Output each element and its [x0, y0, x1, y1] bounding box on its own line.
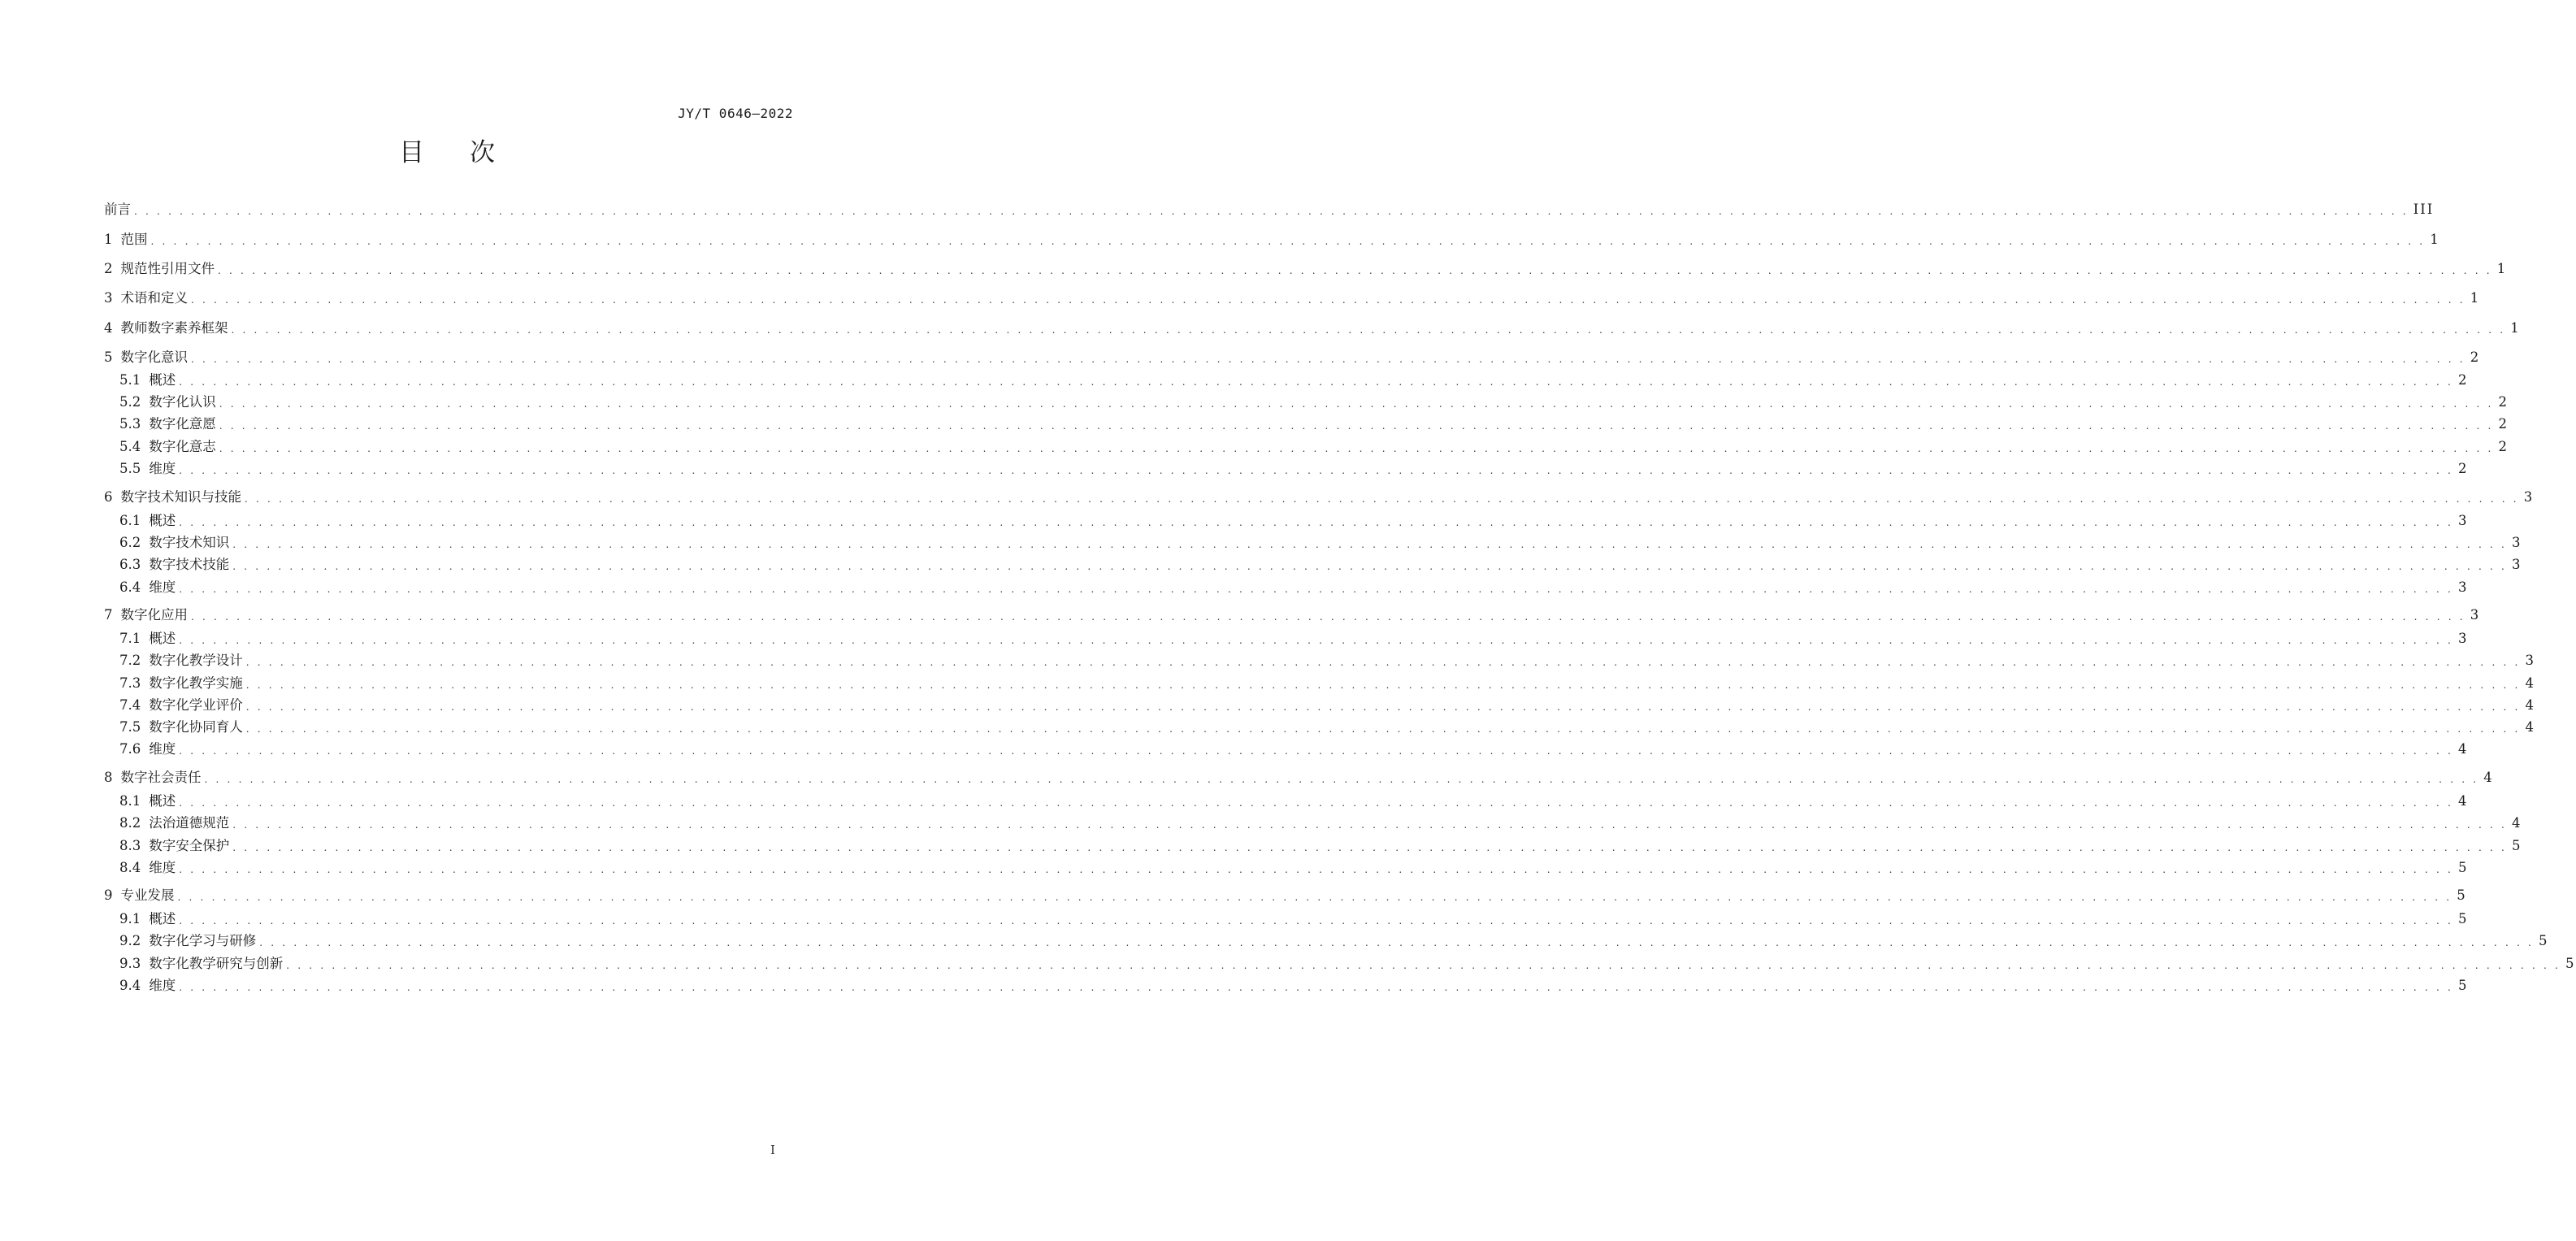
toc-entry-page: 3 [2523, 489, 2535, 505]
toc-subentry[interactable] [119, 534, 2522, 552]
toc-dot-leader: . . . . . . . . . . . . . . . . . . . . . . . . . . . . . . . . . . . . . . . . . . . . . . . . . . . . . . . . . . . . . . . . . . . . . . . . . . . . . . . . . . . . . . . . . . . . . . . . . . . . . . . . . . . . . . . . . . . . . . . . . . . . . . . . . . . . . . . . . . . . . . . . . . . . . . . . . . . . . . . . . . . . . . . . . . . . . . . . . . . . . . . . . . . . . . . . . . . . . . . . [219, 443, 2494, 454]
toc-entry-title: 维度 [149, 978, 176, 993]
toc-entry-title: 数字化教学研究与创新 [149, 956, 284, 971]
toc-entry-page: 4 [2525, 697, 2536, 713]
toc-subentry[interactable] [119, 438, 2509, 456]
toc-entry-number: 6.1 [119, 513, 141, 528]
toc-entry-page: 2 [2498, 439, 2509, 454]
page-number: I [770, 1143, 775, 1157]
toc-entry[interactable] [104, 769, 2494, 787]
toc-dot-leader: . . . . . . . . . . . . . . . . . . . . . . . . . . . . . . . . . . . . . . . . . . . . . . . . . . . . . . . . . . . . . . . . . . . . . . . . . . . . . . . . . . . . . . . . . . . . . . . . . . . . . . . . . . . . . . . . . . . . . . . . . . . . . . . . . . . . . . . . . . . . . . . . . . . . . . . . . . . . . . . . . . . . . . . . . . . . . . . . . . . . . . . . . . . . . . . . . . . . . . . . [231, 324, 2506, 336]
title-char-2: 次 [470, 138, 495, 167]
title-char-1: 目 [399, 138, 424, 167]
toc-entry-title: 前言 [104, 202, 131, 217]
toc-entry-title: 数字化意志 [149, 439, 216, 454]
toc-entry-number: 5.5 [119, 461, 141, 476]
toc-entry-number: 9.2 [119, 933, 141, 948]
toc-dot-leader: . . . . . . . . . . . . . . . . . . . . . . . . . . . . . . . . . . . . . . . . . . . . . . . . . . . . . . . . . . . . . . . . . . . . . . . . . . . . . . . . . . . . . . . . . . . . . . . . . . . . . . . . . . . . . . . . . . . . . . . . . . . . . . . . . . . . . . . . . . . . . . . . . . . . . . . . . . . . . . . . . . . . . . . . . . . . . . . . . . . . . . . . . . . . . . . . . . . . . . . . [191, 294, 2465, 306]
toc-dot-leader: . . . . . . . . . . . . . . . . . . . . . . . . . . . . . . . . . . . . . . . . . . . . . . . . . . . . . . . . . . . . . . . . . . . . . . . . . . . . . . . . . . . . . . . . . . . . . . . . . . . . . . . . . . . . . . . . . . . . . . . . . . . . . . . . . . . . . . . . . . . . . . . . . . . . . . . . . . . . . . . . . . . . . . . . . . . . . . . . . . . . . . . . . . . . . . . . . . . . . . . . [219, 398, 2494, 410]
toc-entry[interactable] [104, 887, 2467, 905]
toc-entry-title: 教师数字素养框架 [120, 320, 228, 336]
toc-entry-title: 数字安全保护 [149, 838, 230, 853]
toc-entry-number: 7.5 [119, 719, 141, 735]
toc-entry-page: 3 [2458, 579, 2469, 595]
toc-entry-title: 维度 [149, 860, 176, 875]
toc-entry-number: 7.6 [119, 741, 141, 757]
toc-entry[interactable] [104, 201, 2435, 219]
toc-subentry[interactable] [119, 814, 2522, 832]
toc-dot-leader: . . . . . . . . . . . . . . . . . . . . . . . . . . . . . . . . . . . . . . . . . . . . . . . . . . . . . . . . . . . . . . . . . . . . . . . . . . . . . . . . . . . . . . . . . . . . . . . . . . . . . . . . . . . . . . . . . . . . . . . . . . . . . . . . . . . . . . . . . . . . . . . . . . . . . . . . . . . . . . . . . . . . . . . . . . . . . . . . . . . . . . . . . . . . . . . . . . . . . . . . [245, 723, 2521, 735]
toc-entry-page: 1 [2496, 261, 2508, 276]
toc-entry-title: 概述 [149, 513, 176, 528]
toc-entry-number: 8.1 [119, 793, 141, 809]
toc-entry-page: 1 [2430, 232, 2440, 247]
toc-dot-leader: . . . . . . . . . . . . . . . . . . . . . . . . . . . . . . . . . . . . . . . . . . . . . . . . . . . . . . . . . . . . . . . . . . . . . . . . . . . . . . . . . . . . . . . . . . . . . . . . . . . . . . . . . . . . . . . . . . . . . . . . . . . . . . . . . . . . . . . . . . . . . . . . . . . . . . . . . . . . . . . . . . . . . . . . . . . . . . . . . . . . . . . . . . . . . . . . . . . . . . . . [179, 797, 2454, 809]
toc-entry-page: 2 [2458, 461, 2469, 476]
toc-entry-number: 5 [104, 349, 113, 365]
toc-dot-leader: . . . . . . . . . . . . . . . . . . . . . . . . . . . . . . . . . . . . . . . . . . . . . . . . . . . . . . . . . . . . . . . . . . . . . . . . . . . . . . . . . . . . . . . . . . . . . . . . . . . . . . . . . . . . . . . . . . . . . . . . . . . . . . . . . . . . . . . . . . . . . . . . . . . . . . . . . . . . . . . . . . . . . . . . . . . . . . . . . . . . . . . . . . . . . . . . . . . . . . . . [204, 774, 2479, 785]
toc-entry-title: 数字化教学设计 [149, 653, 243, 668]
toc-subentry[interactable] [119, 415, 2509, 433]
toc-entry-number: 3 [104, 290, 113, 306]
toc-entry-number: 8.2 [119, 815, 141, 831]
toc-dot-leader: . . . . . . . . . . . . . . . . . . . . . . . . . . . . . . . . . . . . . . . . . . . . . . . . . . . . . . . . . . . . . . . . . . . . . . . . . . . . . . . . . . . . . . . . . . . . . . . . . . . . . . . . . . . . . . . . . . . . . . . . . . . . . . . . . . . . . . . . . . . . . . . . . . . . . . . . . . . . . . . . . . . . . . . . . . . . . . . . . . . . . . . . . . . . . . . . . . . . . . . . [191, 611, 2465, 623]
toc-subentry[interactable] [119, 837, 2522, 855]
toc-entry-number: 7.3 [119, 675, 141, 691]
toc-dot-leader: . . . . . . . . . . . . . . . . . . . . . . . . . . . . . . . . . . . . . . . . . . . . . . . . . . . . . . . . . . . . . . . . . . . . . . . . . . . . . . . . . . . . . . . . . . . . . . . . . . . . . . . . . . . . . . . . . . . . . . . . . . . . . . . . . . . . . . . . . . . . . . . . . . . . . . . . . . . . . . . . . . . . . . . . . . . . . . . . . . . . . . . . . . . . . . . . . . . . . . . . [179, 745, 2454, 757]
toc-entry[interactable] [104, 488, 2535, 506]
toc-entry-title: 规范性引用文件 [120, 261, 215, 276]
toc-entry-title: 范围 [120, 232, 148, 247]
toc-dot-leader: . . . . . . . . . . . . . . . . . . . . . . . . . . . . . . . . . . . . . . . . . . . . . . . . . . . . . . . . . . . . . . . . . . . . . . . . . . . . . . . . . . . . . . . . . . . . . . . . . . . . . . . . . . . . . . . . . . . . . . . . . . . . . . . . . . . . . . . . . . . . . . . . . . . . . . . . . . . . . . . . . . . . . . . . . . . . . . . . . . . . . . . . . . . . . . . . . . . . . . . . [179, 465, 2454, 476]
toc-entry-title: 数字技术技能 [149, 557, 230, 572]
toc-entry-number: 8.3 [119, 838, 141, 853]
toc-subentry[interactable] [119, 859, 2469, 877]
toc-entry[interactable] [104, 319, 2521, 337]
toc-dot-leader: . . . . . . . . . . . . . . . . . . . . . . . . . . . . . . . . . . . . . . . . . . . . . . . . . . . . . . . . . . . . . . . . . . . . . . . . . . . . . . . . . . . . . . . . . . . . . . . . . . . . . . . . . . . . . . . . . . . . . . . . . . . . . . . . . . . . . . . . . . . . . . . . . . . . . . . . . . . . . . . . . . . . . . . . . . . . . . . . . . . . . . . . . . . . . . . . . . . . . . . . [286, 960, 2561, 971]
toc-dot-leader: . . . . . . . . . . . . . . . . . . . . . . . . . . . . . . . . . . . . . . . . . . . . . . . . . . . . . . . . . . . . . . . . . . . . . . . . . . . . . . . . . . . . . . . . . . . . . . . . . . . . . . . . . . . . . . . . . . . . . . . . . . . . . . . . . . . . . . . . . . . . . . . . . . . . . . . . . . . . . . . . . . . . . . . . . . . . . . . . . . . . . . . . . . . . . . . . . . . . . . . . [150, 236, 2426, 247]
toc-entry-number: 7.1 [119, 631, 141, 646]
toc-subentry[interactable] [119, 556, 2522, 574]
toc-entry-page: 1 [2510, 320, 2521, 336]
toc-entry-title: 专业发展 [120, 887, 175, 903]
toc-entry-title: 术语和定义 [120, 290, 188, 306]
toc-dot-leader: . . . . . . . . . . . . . . . . . . . . . . . . . . . . . . . . . . . . . . . . . . . . . . . . . . . . . . . . . . . . . . . . . . . . . . . . . . . . . . . . . . . . . . . . . . . . . . . . . . . . . . . . . . . . . . . . . . . . . . . . . . . . . . . . . . . . . . . . . . . . . . . . . . . . . . . . . . . . . . . . . . . . . . . . . . . . . . . . . . . . . . . . . . . . . . . . . . . . . . . . [179, 635, 2454, 646]
toc-dot-leader: . . . . . . . . . . . . . . . . . . . . . . . . . . . . . . . . . . . . . . . . . . . . . . . . . . . . . . . . . . . . . . . . . . . . . . . . . . . . . . . . . . . . . . . . . . . . . . . . . . . . . . . . . . . . . . . . . . . . . . . . . . . . . . . . . . . . . . . . . . . . . . . . . . . . . . . . . . . . . . . . . . . . . . . . . . . . . . . . . . . . . . . . . . . . . . . . . . . . . . . . [177, 892, 2452, 903]
toc-dot-leader: . . . . . . . . . . . . . . . . . . . . . . . . . . . . . . . . . . . . . . . . . . . . . . . . . . . . . . . . . . . . . . . . . . . . . . . . . . . . . . . . . . . . . . . . . . . . . . . . . . . . . . . . . . . . . . . . . . . . . . . . . . . . . . . . . . . . . . . . . . . . . . . . . . . . . . . . . . . . . . . . . . . . . . . . . . . . . . . . . . . . . . . . . . . . . . . . . . . . . . . . [232, 539, 2508, 550]
toc-subentry[interactable] [119, 910, 2469, 928]
toc-entry-title: 数字化学业评价 [149, 697, 243, 713]
toc-dot-leader: . . . . . . . . . . . . . . . . . . . . . . . . . . . . . . . . . . . . . . . . . . . . . . . . . . . . . . . . . . . . . . . . . . . . . . . . . . . . . . . . . . . . . . . . . . . . . . . . . . . . . . . . . . . . . . . . . . . . . . . . . . . . . . . . . . . . . . . . . . . . . . . . . . . . . . . . . . . . . . . . . . . . . . . . . . . . . . . . . . . . . . . . . . . . . . . . . . . . . . . . [232, 819, 2508, 831]
toc-entry[interactable] [104, 260, 2508, 278]
toc-dot-leader: . . . . . . . . . . . . . . . . . . . . . . . . . . . . . . . . . . . . . . . . . . . . . . . . . . . . . . . . . . . . . . . . . . . . . . . . . . . . . . . . . . . . . . . . . . . . . . . . . . . . . . . . . . . . . . . . . . . . . . . . . . . . . . . . . . . . . . . . . . . . . . . . . . . . . . . . . . . . . . . . . . . . . . . . . . . . . . . . . . . . . . . . . . . . . . . . . . . . . . . . [179, 376, 2454, 388]
toc-entry-page: 5 [2458, 911, 2469, 926]
toc-subentry[interactable] [119, 932, 2549, 950]
toc-dot-leader: . . . . . . . . . . . . . . . . . . . . . . . . . . . . . . . . . . . . . . . . . . . . . . . . . . . . . . . . . . . . . . . . . . . . . . . . . . . . . . . . . . . . . . . . . . . . . . . . . . . . . . . . . . . . . . . . . . . . . . . . . . . . . . . . . . . . . . . . . . . . . . . . . . . . . . . . . . . . . . . . . . . . . . . . . . . . . . . . . . . . . . . . . . . . . . . . . . . . . . . . [179, 915, 2454, 926]
toc-entry-number: 9.1 [119, 911, 141, 926]
toc-entry-page: 4 [2458, 741, 2469, 757]
toc-entry-title: 数字化认识 [149, 394, 216, 410]
toc-subentry[interactable] [119, 955, 2576, 973]
toc-entry-page: 3 [2525, 653, 2536, 668]
toc-subentry[interactable] [119, 460, 2469, 478]
toc-entry-page: 2 [2498, 416, 2509, 432]
toc-entry-number: 1 [104, 232, 113, 247]
toc-entry-page: 2 [2498, 394, 2509, 410]
toc-entry-title: 数字社会责任 [120, 770, 202, 785]
toc-dot-leader: . . . . . . . . . . . . . . . . . . . . . . . . . . . . . . . . . . . . . . . . . . . . . . . . . . . . . . . . . . . . . . . . . . . . . . . . . . . . . . . . . . . . . . . . . . . . . . . . . . . . . . . . . . . . . . . . . . . . . . . . . . . . . . . . . . . . . . . . . . . . . . . . . . . . . . . . . . . . . . . . . . . . . . . . . . . . . . . . . . . . . . . . . . . . . . . . . . . . . . . . [179, 584, 2454, 595]
toc-dot-leader: . . . . . . . . . . . . . . . . . . . . . . . . . . . . . . . . . . . . . . . . . . . . . . . . . . . . . . . . . . . . . . . . . . . . . . . . . . . . . . . . . . . . . . . . . . . . . . . . . . . . . . . . . . . . . . . . . . . . . . . . . . . . . . . . . . . . . . . . . . . . . . . . . . . . . . . . . . . . . . . . . . . . . . . . . . . . . . . . . . . . . . . . . . . . . . . . . . . . . . . . [245, 701, 2521, 713]
toc-entry-title: 数字化意愿 [149, 416, 216, 432]
toc-entry-page: 5 [2457, 887, 2467, 903]
toc-subentry[interactable] [119, 718, 2536, 736]
toc-entry-number: 9.3 [119, 956, 141, 971]
toc-entry-number: 5.1 [119, 372, 141, 388]
toc-entry-number: 6 [104, 489, 113, 505]
toc-entry[interactable] [104, 349, 2481, 367]
toc-entry-number: 5.3 [119, 416, 141, 432]
toc-subentry[interactable] [119, 512, 2469, 530]
toc-entry-page: 2 [2470, 349, 2481, 365]
toc-entry-page: 3 [2512, 535, 2522, 550]
toc-entry-title: 数字化应用 [120, 607, 188, 623]
toc-entry-title: 概述 [149, 911, 176, 926]
toc-entry-page: 4 [2525, 675, 2536, 691]
toc-entry-page: III [2413, 202, 2435, 217]
toc-entry-number: 7.2 [119, 653, 141, 668]
toc-entry-page: 3 [2512, 557, 2522, 572]
toc-entry-title: 数字化学习与研修 [149, 933, 257, 948]
toc-dot-leader: . . . . . . . . . . . . . . . . . . . . . . . . . . . . . . . . . . . . . . . . . . . . . . . . . . . . . . . . . . . . . . . . . . . . . . . . . . . . . . . . . . . . . . . . . . . . . . . . . . . . . . . . . . . . . . . . . . . . . . . . . . . . . . . . . . . . . . . . . . . . . . . . . . . . . . . . . . . . . . . . . . . . . . . . . . . . . . . . . . . . . . . . . . . . . . . . . . . . . . . . [259, 937, 2535, 948]
toc-entry-title: 数字化意识 [120, 349, 188, 365]
toc-subentry[interactable] [119, 652, 2536, 670]
toc-entry-page: 4 [2458, 793, 2469, 809]
toc-dot-leader: . . . . . . . . . . . . . . . . . . . . . . . . . . . . . . . . . . . . . . . . . . . . . . . . . . . . . . . . . . . . . . . . . . . . . . . . . . . . . . . . . . . . . . . . . . . . . . . . . . . . . . . . . . . . . . . . . . . . . . . . . . . . . . . . . . . . . . . . . . . . . . . . . . . . . . . . . . . . . . . . . . . . . . . . . . . . . . . . . . . . . . . . . . . . . . . . . . . . . . . . [219, 420, 2494, 432]
toc-entry-page: 5 [2565, 956, 2576, 971]
toc-dot-leader: . . . . . . . . . . . . . . . . . . . . . . . . . . . . . . . . . . . . . . . . . . . . . . . . . . . . . . . . . . . . . . . . . . . . . . . . . . . . . . . . . . . . . . . . . . . . . . . . . . . . . . . . . . . . . . . . . . . . . . . . . . . . . . . . . . . . . . . . . . . . . . . . . . . . . . . . . . . . . . . . . . . . . . . . . . . . . . . . . . . . . . . . . . . . . . . . . . . . . . . . [134, 206, 2409, 217]
toc-entry-title: 维度 [149, 579, 176, 595]
toc-entry-number: 5.2 [119, 394, 141, 410]
toc-subentry[interactable] [119, 675, 2536, 692]
toc-entry-title: 数字技术知识 [149, 535, 230, 550]
toc-dot-leader: . . . . . . . . . . . . . . . . . . . . . . . . . . . . . . . . . . . . . . . . . . . . . . . . . . . . . . . . . . . . . . . . . . . . . . . . . . . . . . . . . . . . . . . . . . . . . . . . . . . . . . . . . . . . . . . . . . . . . . . . . . . . . . . . . . . . . . . . . . . . . . . . . . . . . . . . . . . . . . . . . . . . . . . . . . . . . . . . . . . . . . . . . . . . . . . . . . . . . . . . [179, 864, 2454, 875]
page-title [0, 132, 894, 168]
toc-entry-page: 4 [2512, 815, 2522, 831]
toc-subentry[interactable] [119, 792, 2469, 810]
toc-entry[interactable] [104, 231, 2440, 249]
toc-entry-title: 概述 [149, 631, 176, 646]
toc-entry-page: 2 [2458, 372, 2469, 388]
toc-entry-title: 数字技术知识与技能 [120, 489, 241, 505]
toc-entry-page: 5 [2512, 838, 2522, 853]
toc-dot-leader: . . . . . . . . . . . . . . . . . . . . . . . . . . . . . . . . . . . . . . . . . . . . . . . . . . . . . . . . . . . . . . . . . . . . . . . . . . . . . . . . . . . . . . . . . . . . . . . . . . . . . . . . . . . . . . . . . . . . . . . . . . . . . . . . . . . . . . . . . . . . . . . . . . . . . . . . . . . . . . . . . . . . . . . . . . . . . . . . . . . . . . . . . . . . . . . . . . . . . . . . [232, 561, 2508, 572]
toc-dot-leader: . . . . . . . . . . . . . . . . . . . . . . . . . . . . . . . . . . . . . . . . . . . . . . . . . . . . . . . . . . . . . . . . . . . . . . . . . . . . . . . . . . . . . . . . . . . . . . . . . . . . . . . . . . . . . . . . . . . . . . . . . . . . . . . . . . . . . . . . . . . . . . . . . . . . . . . . . . . . . . . . . . . . . . . . . . . . . . . . . . . . . . . . . . . . . . . . . . . . . . . . [245, 493, 2519, 505]
document-code: JY/T 0646—2022 [678, 106, 793, 121]
toc-entry-number: 7.4 [119, 697, 141, 713]
toc-dot-leader: . . . . . . . . . . . . . . . . . . . . . . . . . . . . . . . . . . . . . . . . . . . . . . . . . . . . . . . . . . . . . . . . . . . . . . . . . . . . . . . . . . . . . . . . . . . . . . . . . . . . . . . . . . . . . . . . . . . . . . . . . . . . . . . . . . . . . . . . . . . . . . . . . . . . . . . . . . . . . . . . . . . . . . . . . . . . . . . . . . . . . . . . . . . . . . . . . . . . . . . . [179, 982, 2454, 993]
toc-subentry[interactable] [119, 740, 2469, 758]
toc-entry-page: 3 [2470, 607, 2481, 623]
toc-entry-number: 8 [104, 770, 113, 785]
toc-entry-title: 概述 [149, 793, 176, 809]
toc-entry[interactable] [104, 606, 2481, 624]
toc-entry-number: 5.4 [119, 439, 141, 454]
toc-entry-page: 5 [2539, 933, 2549, 948]
toc-entry-page: 5 [2458, 860, 2469, 875]
toc-entry-page: 5 [2458, 978, 2469, 993]
toc-entry[interactable] [104, 289, 2481, 307]
toc-entry-number: 9 [104, 887, 113, 903]
toc-entry-title: 法治道德规范 [149, 815, 230, 831]
toc-entry-page: 1 [2470, 290, 2481, 306]
toc-subentry[interactable] [119, 977, 2469, 995]
toc-entry-title: 概述 [149, 372, 176, 388]
toc-entry-number: 2 [104, 261, 113, 276]
toc-entry-page: 3 [2458, 631, 2469, 646]
toc-entry-page: 3 [2458, 513, 2469, 528]
toc-entry-number: 7 [104, 607, 113, 623]
toc-subentry[interactable] [119, 630, 2469, 648]
toc-subentry[interactable] [119, 579, 2469, 597]
toc-entry-title: 维度 [149, 461, 176, 476]
toc-dot-leader: . . . . . . . . . . . . . . . . . . . . . . . . . . . . . . . . . . . . . . . . . . . . . . . . . . . . . . . . . . . . . . . . . . . . . . . . . . . . . . . . . . . . . . . . . . . . . . . . . . . . . . . . . . . . . . . . . . . . . . . . . . . . . . . . . . . . . . . . . . . . . . . . . . . . . . . . . . . . . . . . . . . . . . . . . . . . . . . . . . . . . . . . . . . . . . . . . . . . . . . . [245, 679, 2521, 691]
toc-dot-leader: . . . . . . . . . . . . . . . . . . . . . . . . . . . . . . . . . . . . . . . . . . . . . . . . . . . . . . . . . . . . . . . . . . . . . . . . . . . . . . . . . . . . . . . . . . . . . . . . . . . . . . . . . . . . . . . . . . . . . . . . . . . . . . . . . . . . . . . . . . . . . . . . . . . . . . . . . . . . . . . . . . . . . . . . . . . . . . . . . . . . . . . . . . . . . . . . . . . . . . . . [191, 354, 2465, 365]
toc-subentry[interactable] [119, 371, 2469, 389]
toc-entry-number: 6.2 [119, 535, 141, 550]
toc-entry-page: 4 [2483, 770, 2494, 785]
toc-entry-number: 6.3 [119, 557, 141, 572]
toc-entry-title: 维度 [149, 741, 176, 757]
toc-entry-number: 9.4 [119, 978, 141, 993]
toc-entry-number: 4 [104, 320, 113, 336]
toc-subentry[interactable] [119, 696, 2536, 714]
toc-entry-page: 4 [2525, 719, 2536, 735]
toc-entry-number: 6.4 [119, 579, 141, 595]
toc-dot-leader: . . . . . . . . . . . . . . . . . . . . . . . . . . . . . . . . . . . . . . . . . . . . . . . . . . . . . . . . . . . . . . . . . . . . . . . . . . . . . . . . . . . . . . . . . . . . . . . . . . . . . . . . . . . . . . . . . . . . . . . . . . . . . . . . . . . . . . . . . . . . . . . . . . . . . . . . . . . . . . . . . . . . . . . . . . . . . . . . . . . . . . . . . . . . . . . . . . . . . . . . [232, 842, 2508, 853]
toc-entry-title: 数字化协同育人 [149, 719, 243, 735]
toc-dot-leader: . . . . . . . . . . . . . . . . . . . . . . . . . . . . . . . . . . . . . . . . . . . . . . . . . . . . . . . . . . . . . . . . . . . . . . . . . . . . . . . . . . . . . . . . . . . . . . . . . . . . . . . . . . . . . . . . . . . . . . . . . . . . . . . . . . . . . . . . . . . . . . . . . . . . . . . . . . . . . . . . . . . . . . . . . . . . . . . . . . . . . . . . . . . . . . . . . . . . . . . . [218, 265, 2492, 276]
toc-dot-leader: . . . . . . . . . . . . . . . . . . . . . . . . . . . . . . . . . . . . . . . . . . . . . . . . . . . . . . . . . . . . . . . . . . . . . . . . . . . . . . . . . . . . . . . . . . . . . . . . . . . . . . . . . . . . . . . . . . . . . . . . . . . . . . . . . . . . . . . . . . . . . . . . . . . . . . . . . . . . . . . . . . . . . . . . . . . . . . . . . . . . . . . . . . . . . . . . . . . . . . . . [179, 517, 2454, 528]
toc-entry-number: 8.4 [119, 860, 141, 875]
toc-subentry[interactable] [119, 393, 2509, 411]
toc-dot-leader: . . . . . . . . . . . . . . . . . . . . . . . . . . . . . . . . . . . . . . . . . . . . . . . . . . . . . . . . . . . . . . . . . . . . . . . . . . . . . . . . . . . . . . . . . . . . . . . . . . . . . . . . . . . . . . . . . . . . . . . . . . . . . . . . . . . . . . . . . . . . . . . . . . . . . . . . . . . . . . . . . . . . . . . . . . . . . . . . . . . . . . . . . . . . . . . . . . . . . . . . [245, 657, 2521, 668]
toc-entry-title: 数字化教学实施 [149, 675, 243, 691]
